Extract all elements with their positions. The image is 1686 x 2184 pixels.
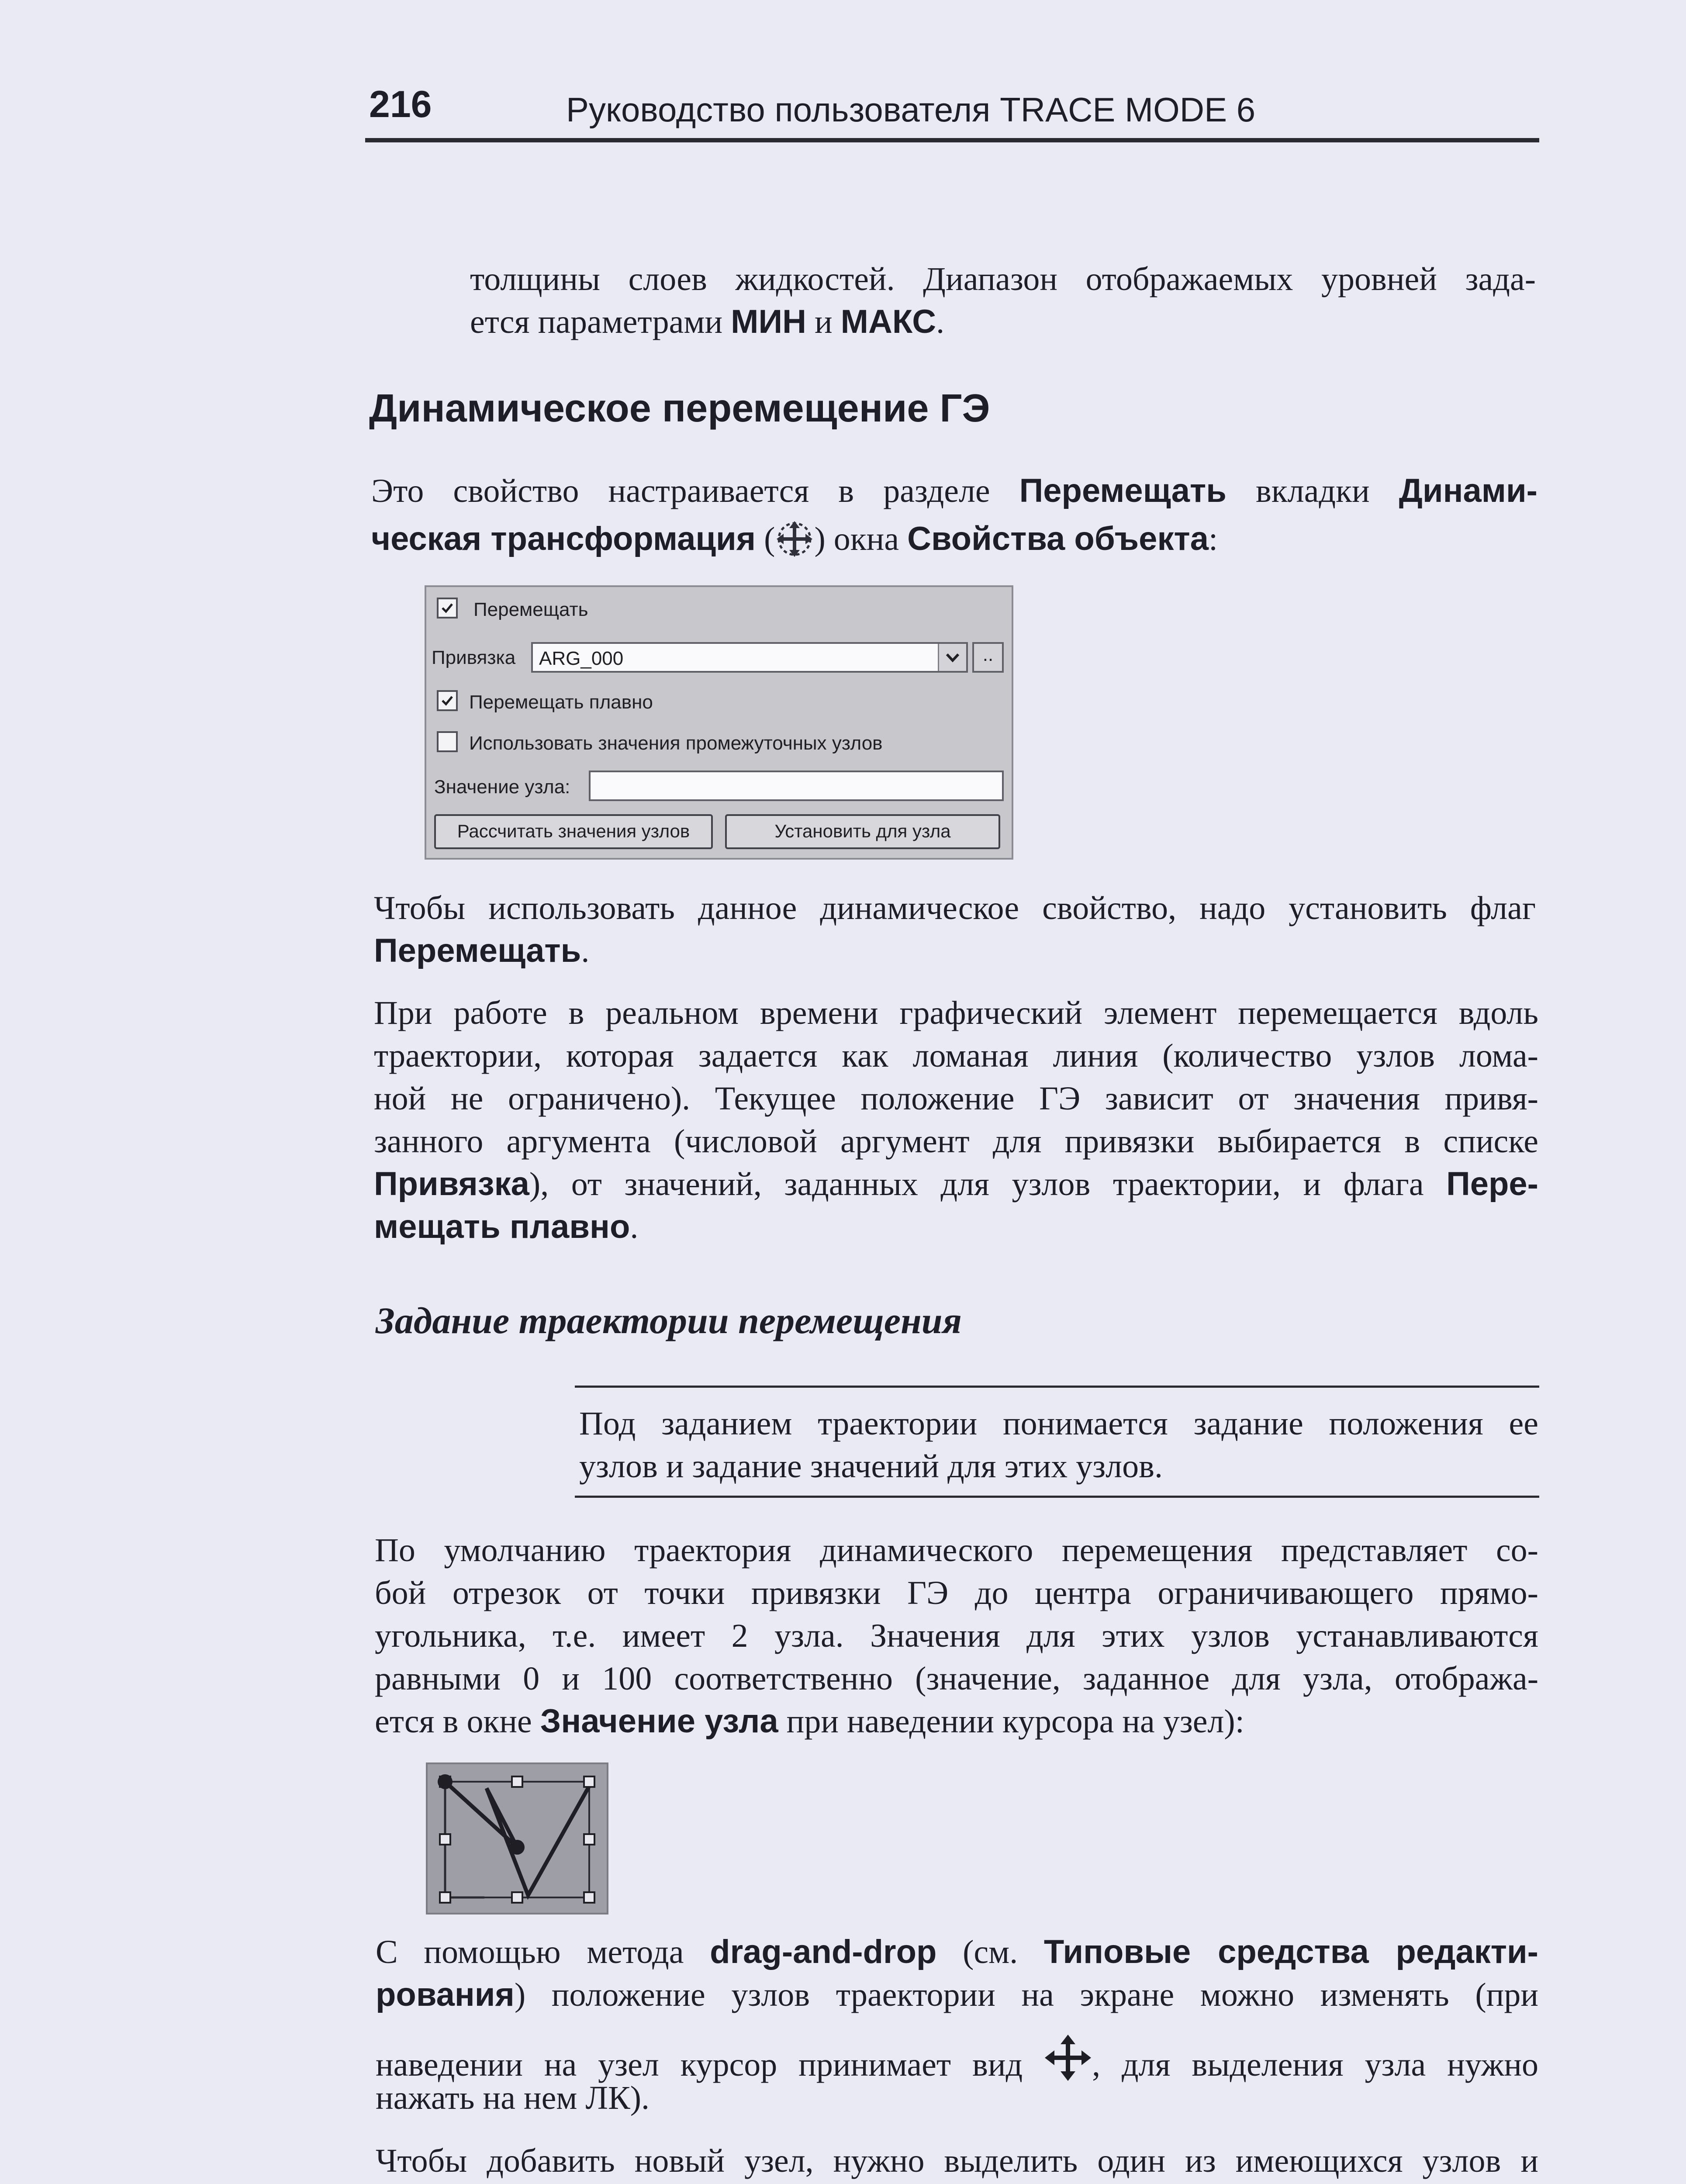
para4-line-3: угольника, т.е. имеет 2 узла. Значения для этих узлов устанавливаются — [375, 1617, 1538, 1654]
smooth-checkbox[interactable] — [437, 690, 458, 711]
browse-button[interactable]: .. — [972, 642, 1004, 673]
intermediate-nodes-label: Использовать значения промежуточных узлов — [469, 733, 883, 754]
header-rule — [365, 138, 1539, 142]
para3-line-5: Привязка), от значений, заданных для узлов траектории, и флага Пере- — [374, 1165, 1538, 1203]
note-line-1: Под заданием траектории понимается задание положения ее — [579, 1405, 1538, 1442]
note-rule-bottom — [575, 1496, 1539, 1498]
para6-line-1: Чтобы добавить новый узел, нужно выделить один из имеющихся узлов и — [376, 2143, 1538, 2179]
node-value-field[interactable] — [589, 771, 1004, 801]
subsection-title: Задание траектории перемещения — [376, 1299, 962, 1341]
move-properties-dialog — [425, 585, 1013, 860]
note-line-2: узлов и задание значений для этих узлов. — [579, 1448, 1163, 1485]
para5-line-1: С помощью метода drag-and-drop (см. Типовые средства редакти- — [376, 1933, 1538, 1970]
binding-label: Привязка — [432, 647, 516, 668]
trajectory-illustration — [426, 1762, 608, 1914]
para2-line-2: Перемещать. — [374, 932, 590, 969]
para1-line-2: ческая трансформация ( ) окна Свойства объекта: — [371, 518, 1537, 560]
para6-line-2 — [376, 2182, 1538, 2184]
para3-line-6: мещать плавно. — [374, 1208, 639, 1245]
note-rule-top — [575, 1386, 1539, 1388]
para3-line-3: ной не ограничено). Текущее положение ГЭ зависит от значения привя- — [374, 1080, 1538, 1117]
intro-line-2: ется параметрами МИН и МАКС. — [470, 303, 945, 340]
page-number: 216 — [369, 83, 432, 125]
move-label: Перемещать — [473, 599, 588, 620]
running-header: Руководство пользователя TRACE MODE 6 — [566, 90, 1256, 129]
move-cursor-icon — [1044, 2034, 1092, 2082]
dynamic-transform-icon — [775, 519, 814, 559]
node-value-label: Значение узла: — [434, 776, 570, 798]
para5-line-3: наведении на узел курсор принимает вид , для выделения узла нужно — [376, 2034, 1538, 2086]
set-for-node-button[interactable]: Установить для узла — [725, 814, 1000, 849]
para2-line-1: Чтобы использовать данное динамическое свойство, надо установить флаг — [374, 890, 1536, 926]
binding-value: ARG_000 — [539, 648, 624, 669]
chevron-down-icon[interactable] — [938, 644, 966, 671]
section-title: Динамическое перемещение ГЭ — [369, 387, 990, 430]
para5-line-2: рования) положение узлов траектории на экране можно изменять (при — [376, 1976, 1538, 2013]
para3-line-4: занного аргумента (числовой аргумент для привязки выбирается в списке — [374, 1123, 1538, 1160]
para3-line-1: При работе в реальном времени графический элемент перемещается вдоль — [374, 995, 1538, 1031]
para4-line-2: бой отрезок от точки привязки ГЭ до центра ограничивающего прямо- — [375, 1575, 1538, 1611]
para4-line-5: ется в окне Значение узла при наведении курсора на узел): — [375, 1703, 1244, 1740]
para1-line-1: Это свойство настраивается в разделе Перемещать вкладки Динами- — [371, 472, 1537, 509]
smooth-label: Перемещать плавно — [469, 691, 653, 713]
para4-line-1: По умолчанию траектория динамического перемещения представляет со- — [375, 1532, 1538, 1569]
calculate-node-values-button[interactable]: Рассчитать значения узлов — [434, 814, 713, 849]
para3-line-2: траектории, которая задается как ломаная линия (количество узлов лома- — [374, 1037, 1538, 1074]
move-checkbox[interactable] — [437, 598, 458, 619]
para4-line-4: равными 0 и 100 соответственно (значение, заданное для узла, отобража- — [375, 1660, 1538, 1697]
intermediate-nodes-checkbox[interactable] — [437, 731, 458, 752]
binding-select[interactable] — [531, 642, 968, 673]
intro-line-1: толщины слоев жидкостей. Диапазон отображаемых уровней зада- — [470, 261, 1536, 297]
para5-line-4: нажать на нем ЛК). — [376, 2080, 650, 2116]
